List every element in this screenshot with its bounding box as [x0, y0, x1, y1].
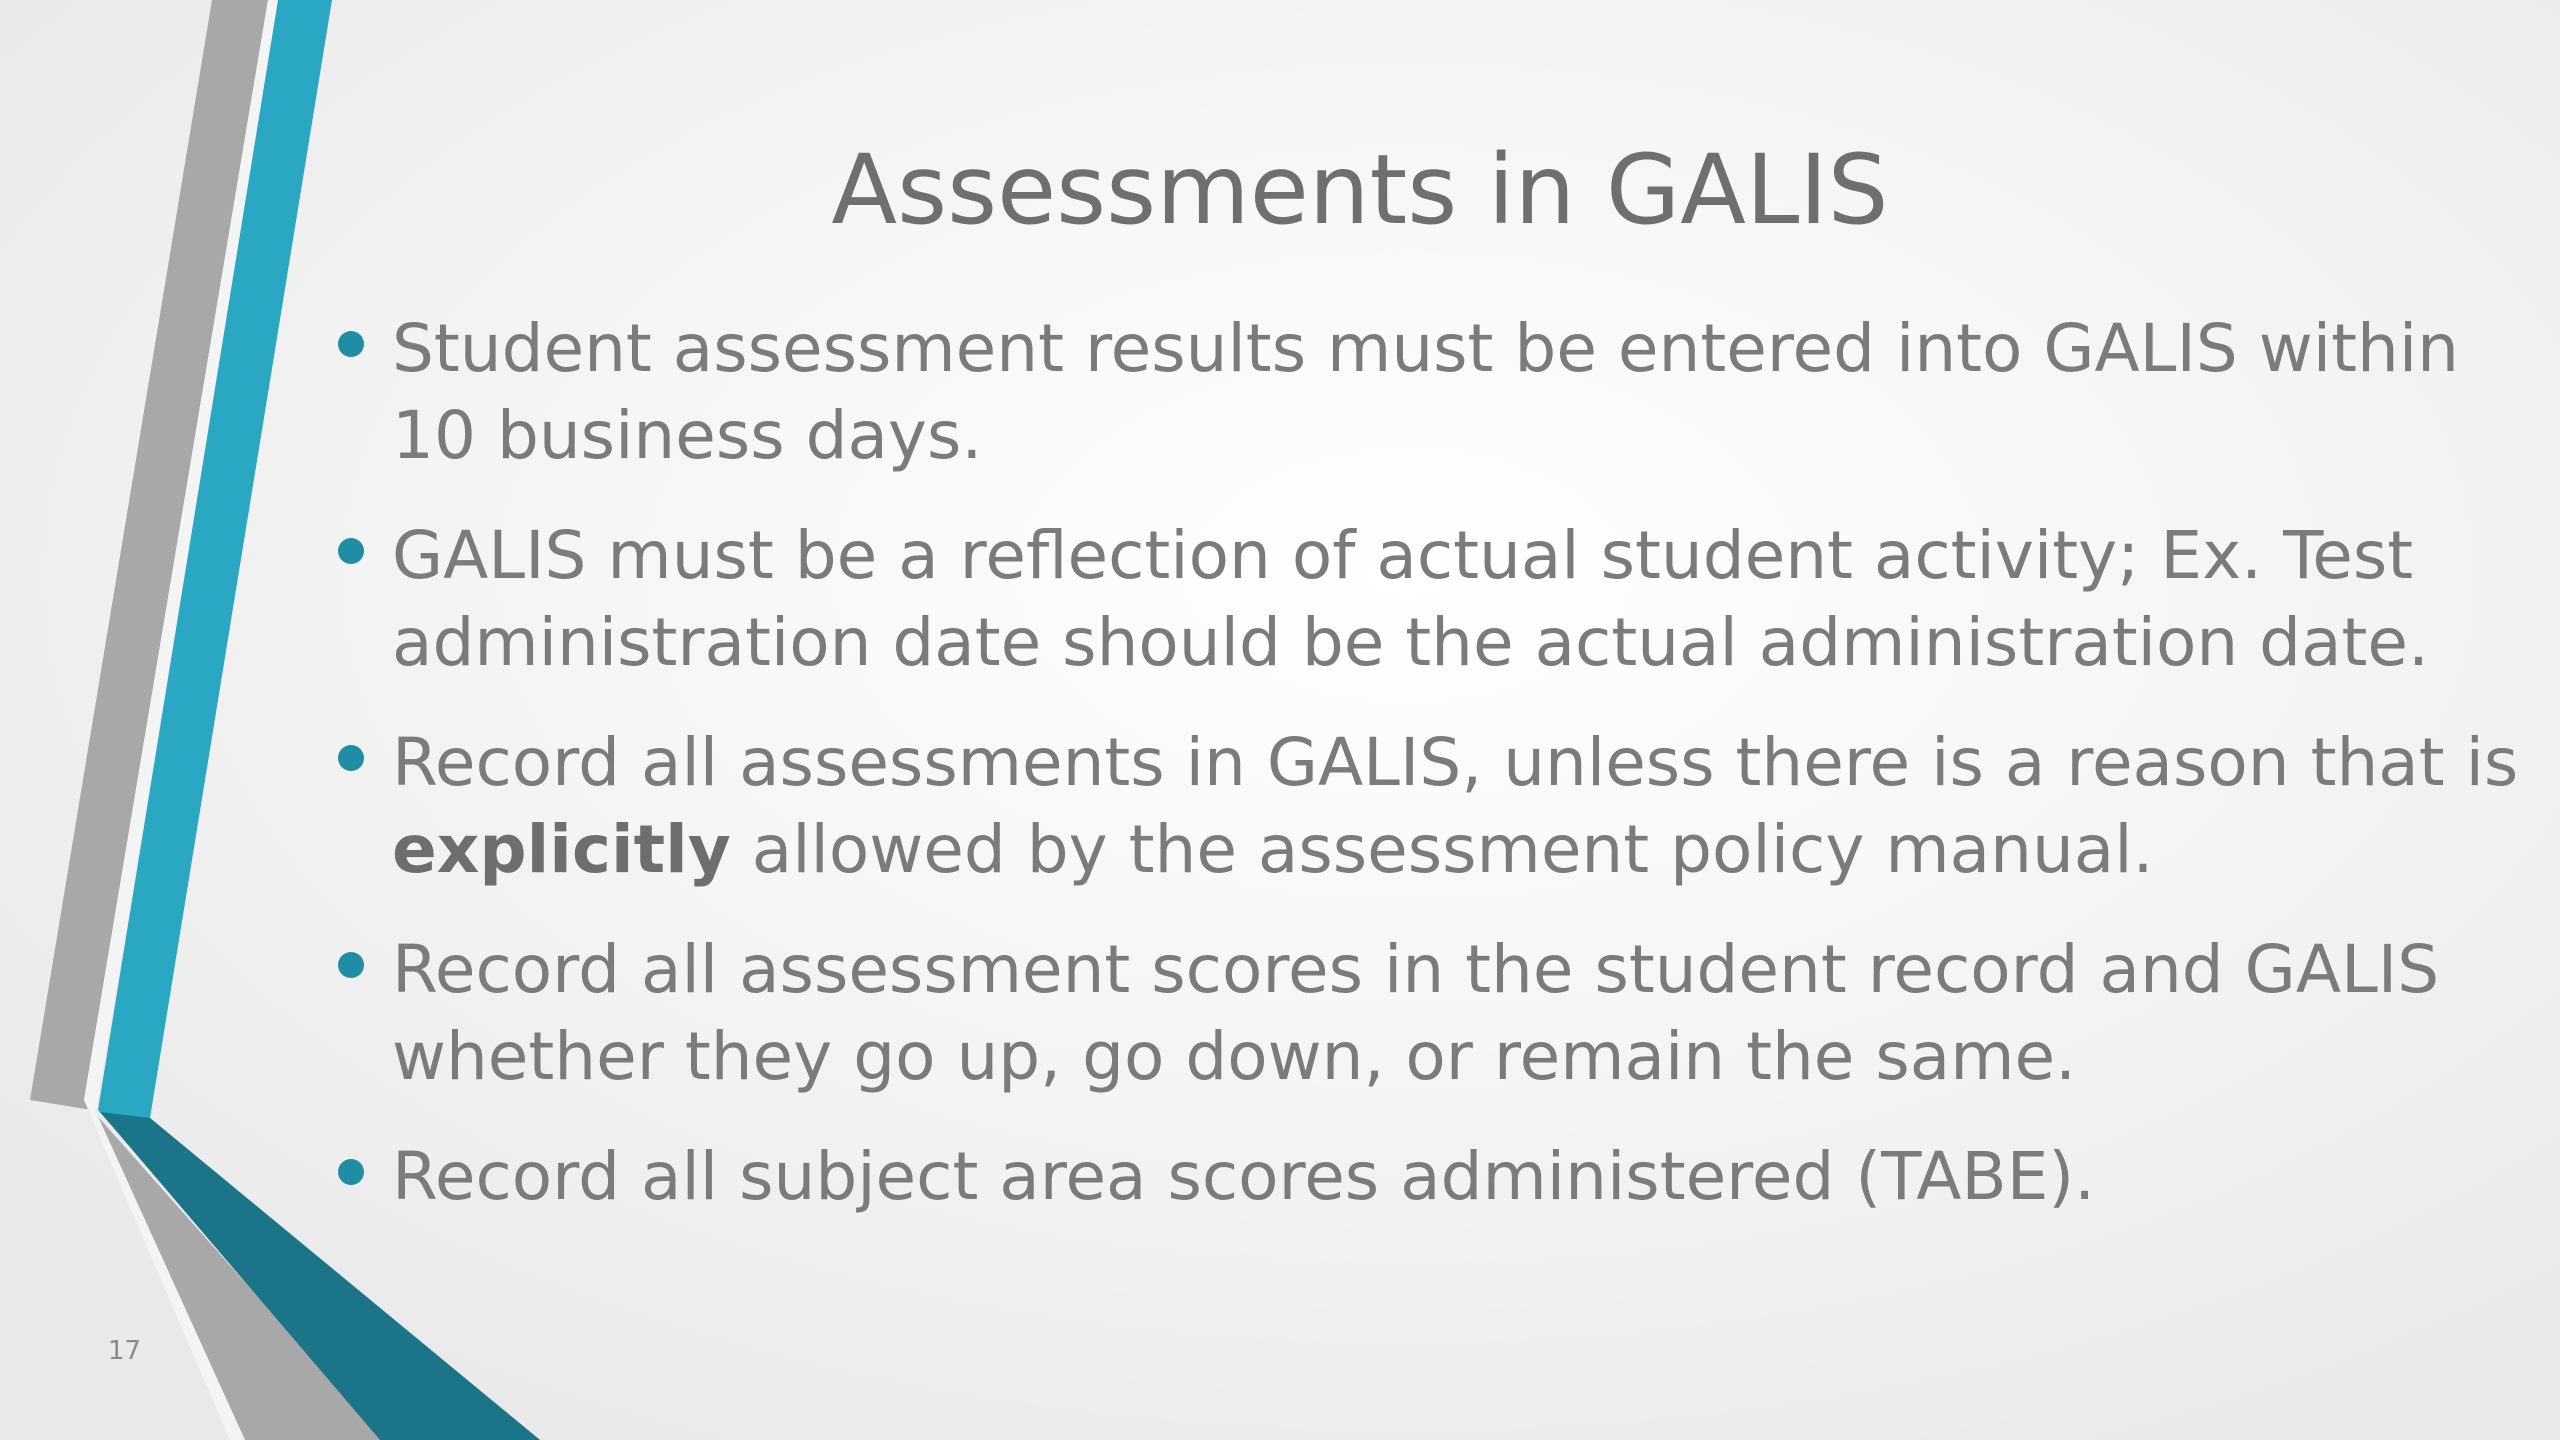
bullet-text: allowed by the assessment policy manual.	[730, 811, 2154, 888]
bullet-dot-icon	[338, 1159, 364, 1185]
page-number: 17	[108, 1336, 142, 1366]
bullet-text: Record all assessment scores in the student record and GALIS whether they go up, go down, or remain the same.	[392, 931, 2440, 1095]
bullet-item	[330, 926, 2530, 1100]
bullet-item	[330, 1133, 2530, 1220]
bullet-item	[330, 305, 2530, 479]
bullet-list	[330, 305, 2530, 1253]
bullet-dot-icon	[338, 538, 364, 564]
bullet-text-emphasis: explicitly	[392, 811, 731, 888]
bullet-text: Record all subject area scores administered (TABE).	[392, 1138, 2096, 1215]
bullet-item	[330, 512, 2530, 686]
bullet-text: Student assessment results must be entered into GALIS within 10 business days.	[392, 310, 2459, 474]
bullet-dot-icon	[338, 745, 364, 771]
bullet-text: GALIS must be a reflection of actual student activity; Ex. Test administration date should be the actual administration date.	[392, 517, 2429, 681]
slide-title: Assessments in GALIS	[831, 134, 1889, 246]
bullet-dot-icon	[338, 952, 364, 978]
bullet-item	[330, 719, 2530, 893]
bullet-text: Record all assessments in GALIS, unless there is a reason that is	[392, 724, 2519, 801]
bullet-dot-icon	[338, 331, 364, 357]
